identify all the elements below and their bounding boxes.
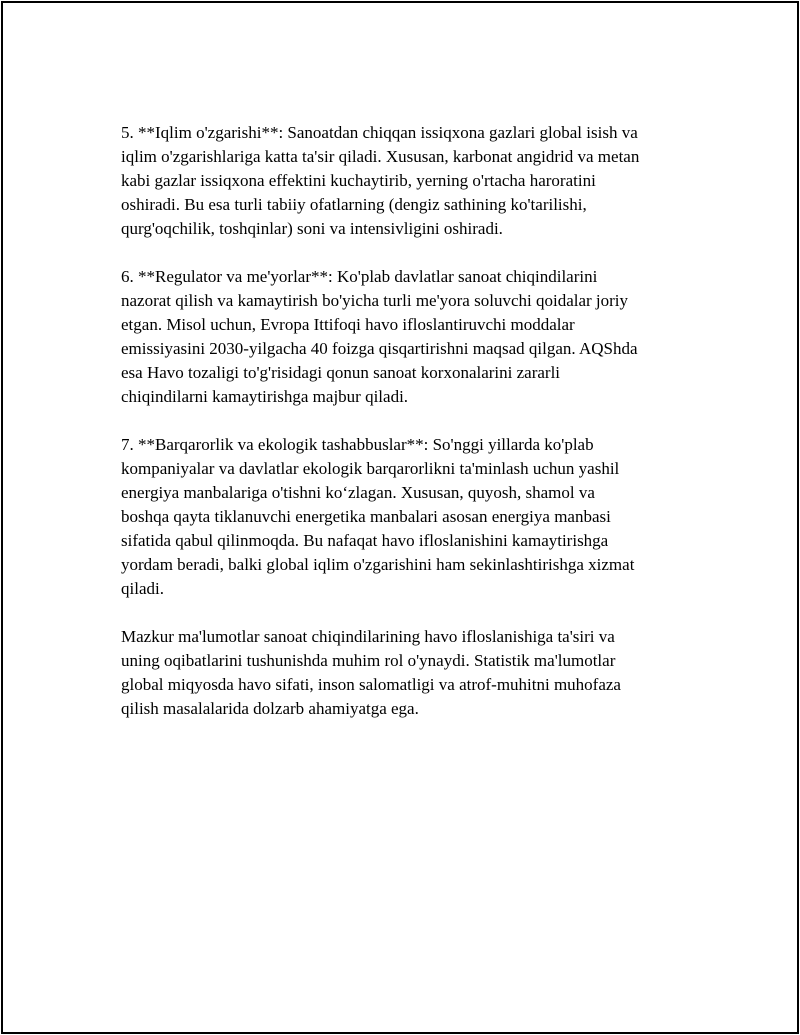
paragraph-regulations: 6. **Regulator va me'yorlar**: Ko'plab davlatlar sanoat chiqindilarini nazorat qilish va kamaytirish bo'yicha turli me'yora soluvchi qoidalar joriy etgan. Misol uchun, Evropa Ittifoqi havo ifloslantiruvchi moddalar emissiyasini 2030-yilgacha 40 foizga qisqartirishni maqsad qilgan. AQShda esa Havo tozaligi to'g'risidagi qonun sanoat korxonalarini zararli chiqindilarni kamaytirishga majbur qiladi. (121, 267, 638, 406)
page-frame (1, 1, 799, 1034)
paragraph-conclusion: Mazkur ma'lumotlar sanoat chiqindilarining havo ifloslanishiga ta'siri va uning oqibatlarini tushunishda muhim rol o'ynaydi. Statistik ma'lumotlar global miqyosda havo sifati, inson salomatligi va atrof-muhitni muhofaza qilish masalalarida dolzarb ahamiyatga ega. (121, 627, 621, 718)
paragraph-sustainability: 7. **Barqarorlik va ekologik tashabbuslar**: So'nggi yillarda ko'plab kompaniyalar va davlatlar ekologik barqarorlikni ta'minlash uchun yashil energiya manbalariga o'tishni ko‘zlagan. Xususan, quyosh, shamol va boshqa qayta tiklanuvchi energetika manbalari asosan energiya manbasi sifatida qabul qilinmoqda. Bu nafaqat havo ifloslanishini kamaytirishga yordam beradi, balki global iqlim o'zgarishini ham sekinlashtirishga xizmat qiladi. (121, 435, 635, 598)
paragraph-climate-change: 5. **Iqlim o'zgarishi**: Sanoatdan chiqqan issiqxona gazlari global isish va iqlim o'zgarishlariga katta ta'sir qiladi. Xususan, karbonat angidrid va metan kabi gazlar issiqxona effektini kuchaytirib, yerning o'rtacha haroratini oshiradi. Bu esa turli tabiiy ofatlarning (dengiz sathining ko'tarilishi, qurg'oqchilik, toshqinlar) soni va intensivligini oshiradi. (121, 123, 640, 238)
document-body (121, 121, 693, 745)
